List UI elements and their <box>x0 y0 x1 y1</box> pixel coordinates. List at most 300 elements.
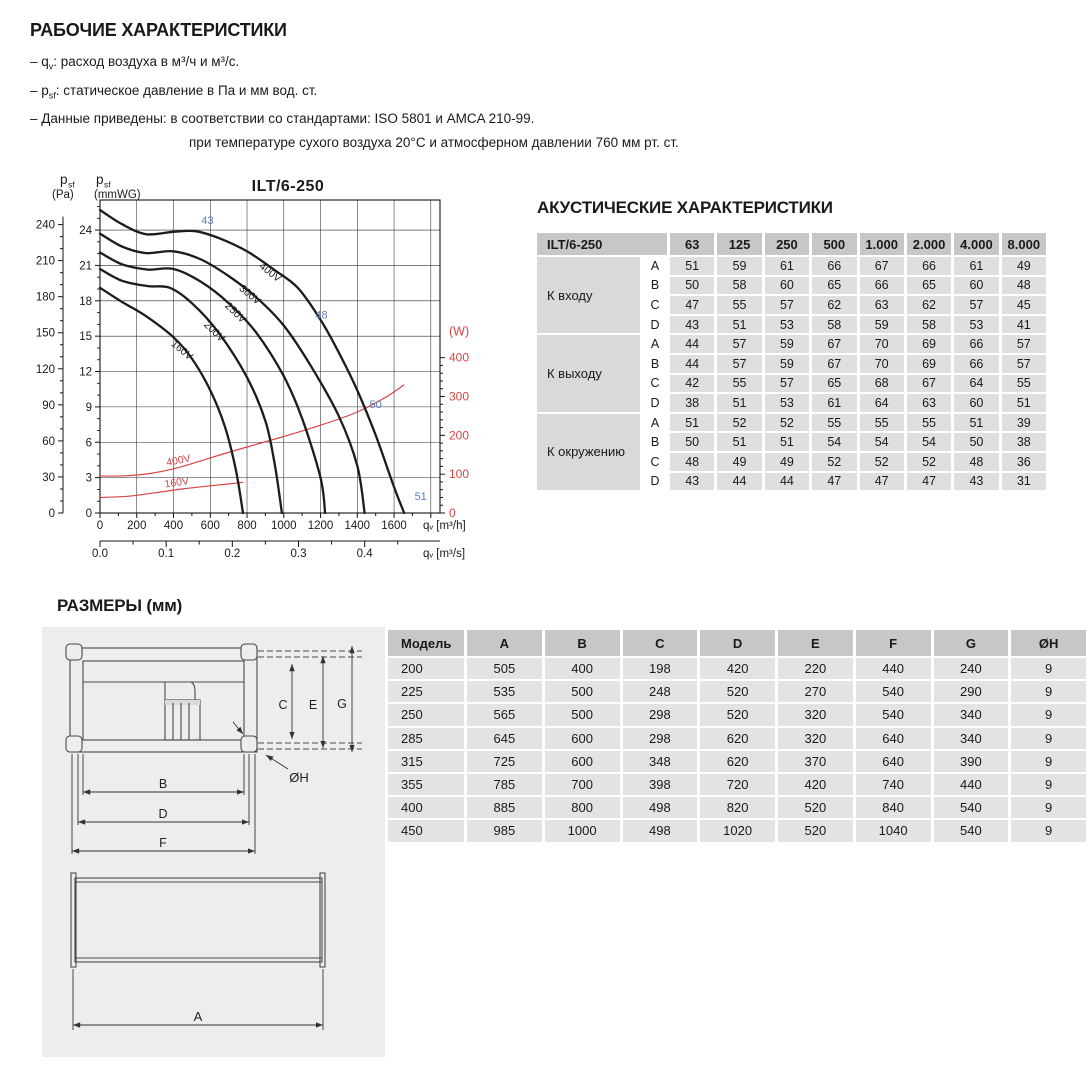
acoustic-row-key: D <box>643 394 667 412</box>
acoustic-value: 64 <box>954 375 998 393</box>
acoustic-value: 64 <box>860 394 904 412</box>
acoustic-value: 52 <box>765 414 809 432</box>
performance-chart-svg <box>30 160 510 580</box>
acoustic-value: 31 <box>1002 473 1046 491</box>
acoustic-value: 52 <box>717 414 761 432</box>
note-subscript: v <box>48 61 54 72</box>
acoustic-value: 61 <box>765 257 809 275</box>
dimensions-value: 520 <box>700 704 775 725</box>
dimensions-column-header: Модель <box>388 630 464 656</box>
mmwg-axis-title: p <box>96 172 104 187</box>
hole-pointer-arrow <box>233 722 243 734</box>
dimensions-value: 440 <box>856 658 931 679</box>
acoustic-value: 66 <box>907 257 951 275</box>
dimensions-value: 720 <box>700 774 775 795</box>
acoustic-value: 38 <box>1002 433 1046 451</box>
acoustic-value: 48 <box>1002 277 1046 295</box>
acoustic-value: 54 <box>860 433 904 451</box>
acoustic-frequency-header: 500 <box>812 233 856 255</box>
dim-label-E: E <box>308 698 318 712</box>
acoustic-value: 67 <box>812 355 856 373</box>
acoustic-value: 53 <box>954 316 998 334</box>
acoustic-value: 65 <box>907 277 951 295</box>
dimensions-value: 600 <box>545 751 620 772</box>
acoustic-value: 51 <box>670 414 714 432</box>
acoustic-value: 45 <box>1002 296 1046 314</box>
acoustic-row-key: B <box>643 355 667 373</box>
acoustic-value: 55 <box>717 375 761 393</box>
dimensions-value: 600 <box>545 728 620 749</box>
acoustic-value: 48 <box>670 453 714 471</box>
dimensions-value: 500 <box>545 681 620 702</box>
x-tick-label: 400 <box>163 520 184 532</box>
acoustic-value: 47 <box>860 473 904 491</box>
dimensions-column-header: C <box>623 630 698 656</box>
acoustic-value: 53 <box>765 394 809 412</box>
x-tick-label: 1000 <box>270 520 297 532</box>
acoustic-value: 65 <box>812 375 856 393</box>
acoustic-value: 69 <box>907 355 951 373</box>
mmwg-tick-label: 24 <box>79 225 92 238</box>
acoustic-value: 57 <box>717 335 761 353</box>
w-tick-label: 200 <box>449 428 470 443</box>
note-text: – q <box>30 54 49 69</box>
dimensions-value: 420 <box>778 774 853 795</box>
pressure-curve-250V <box>100 253 328 514</box>
dimensions-value: 290 <box>934 681 1009 702</box>
note-conditions <box>189 131 679 155</box>
mmwg-axis-unit: (mmWG) <box>94 189 141 201</box>
acoustic-value: 51 <box>954 414 998 432</box>
acoustic-model-header: ILT/6-250 <box>537 233 667 255</box>
dimensions-value: 498 <box>623 797 698 818</box>
dimensions-value: 645 <box>467 728 542 749</box>
dimensions-value: 9 <box>1011 681 1086 702</box>
dimensions-value: 620 <box>700 728 775 749</box>
acoustic-value: 67 <box>812 335 856 353</box>
corner-block <box>241 644 257 660</box>
motor-cable <box>191 682 195 700</box>
dim-label-D: D <box>158 807 168 821</box>
tube-outline <box>75 878 322 962</box>
motor-box-top <box>165 700 200 705</box>
acoustic-value: 52 <box>860 453 904 471</box>
mmwg-tick-label: 18 <box>79 295 92 308</box>
dimensions-value: 440 <box>934 774 1009 795</box>
x-tick-label: 1400 <box>344 520 371 532</box>
acoustic-value: 47 <box>670 296 714 314</box>
pa-axis-title-sub: sf <box>68 179 75 190</box>
dimensions-value: 800 <box>545 797 620 818</box>
w-axis-unit: (W) <box>449 324 470 339</box>
acoustic-value: 60 <box>954 394 998 412</box>
mmwg-axis-title-sub: sf <box>104 179 111 190</box>
dimensions-value: 340 <box>934 728 1009 749</box>
note-airflow <box>30 50 679 79</box>
dimensions-value: 985 <box>467 820 542 841</box>
acoustic-value: 38 <box>670 394 714 412</box>
power-curves <box>100 385 404 498</box>
acoustic-value: 49 <box>765 453 809 471</box>
w-tick-label: 300 <box>449 389 470 404</box>
dim-label-C: C <box>278 698 288 712</box>
acoustic-frequency-header: 4.000 <box>954 233 998 255</box>
acoustic-value: 44 <box>670 355 714 373</box>
corner-block <box>241 736 257 752</box>
note-standards <box>30 107 679 131</box>
dimensions-value: 535 <box>467 681 542 702</box>
x-tick-label: 200 <box>127 520 147 532</box>
acoustic-value: 65 <box>812 277 856 295</box>
dimensions-value: 270 <box>778 681 853 702</box>
acoustic-row-key: C <box>643 375 667 393</box>
dim-label-H: ØH <box>289 770 309 785</box>
dimensions-value: 320 <box>778 728 853 749</box>
dimensions-value: 885 <box>467 797 542 818</box>
acoustic-value: 39 <box>1002 414 1046 432</box>
note-text: : расход воздуха в м³/ч и м³/с. <box>53 54 240 69</box>
dimensions-value: 505 <box>467 658 542 679</box>
mmwg-tick-label: 6 <box>85 437 92 450</box>
acoustic-value: 52 <box>812 453 856 471</box>
fan-casing-side-view <box>66 644 362 752</box>
dimensions-model: 200 <box>388 658 464 679</box>
acoustic-value: 55 <box>1002 375 1046 393</box>
dimensions-value: 9 <box>1011 774 1086 795</box>
dimensions-value: 520 <box>778 820 853 841</box>
acoustic-value: 61 <box>954 257 998 275</box>
acoustic-value: 66 <box>954 335 998 353</box>
w-tick-label: 400 <box>449 350 470 365</box>
dimensions-value: 9 <box>1011 658 1086 679</box>
acoustic-value: 51 <box>717 316 761 334</box>
note-text: : статическое давление в Па и мм вод. ст. <box>55 82 318 98</box>
pressure-curve-300V <box>100 234 365 513</box>
curve-label-300V: 300V <box>236 282 264 308</box>
dimensions-column-header: G <box>934 630 1009 656</box>
x-tick-label: 600 <box>200 520 220 532</box>
acoustic-value: 51 <box>717 394 761 412</box>
curve-label-400V: 400V <box>165 452 192 469</box>
dimensions-value: 700 <box>545 774 620 795</box>
dimensions-model: 250 <box>388 704 464 725</box>
mmwg-tick-label: 15 <box>79 331 92 344</box>
dimensions-value: 420 <box>700 658 775 679</box>
acoustic-value: 44 <box>670 335 714 353</box>
dimension-drawing <box>42 627 385 1057</box>
dimensions-model: 285 <box>388 728 464 749</box>
acoustic-value: 70 <box>860 335 904 353</box>
pa-axis-unit: (Pa) <box>52 189 74 201</box>
acoustic-value: 42 <box>670 375 714 393</box>
mmwg-tick-label: 12 <box>79 366 92 379</box>
dimensions-value: 540 <box>856 704 931 725</box>
note-text: при температуре сухого воздуха 20°С и атмосферном давлении 760 мм рт. ст. <box>189 135 679 151</box>
dimensions-value: 9 <box>1011 704 1086 725</box>
acoustic-value: 61 <box>812 394 856 412</box>
acoustic-value: 47 <box>812 473 856 491</box>
dimensions-value: 9 <box>1011 728 1086 749</box>
dimensions-value: 640 <box>856 751 931 772</box>
x2-tick-label: 0.3 <box>290 548 307 560</box>
acoustic-value: 50 <box>954 433 998 451</box>
acoustic-value: 57 <box>717 355 761 373</box>
acoustic-value: 57 <box>1002 355 1046 373</box>
acoustic-value: 43 <box>670 316 714 334</box>
acoustic-value: 67 <box>860 257 904 275</box>
acoustic-frequency-header: 8.000 <box>1002 233 1046 255</box>
acoustic-value: 55 <box>907 414 951 432</box>
dimensions-model: 315 <box>388 751 464 772</box>
x2-tick-label: 0.2 <box>224 548 241 560</box>
dimensions-value: 620 <box>700 751 775 772</box>
acoustic-value: 63 <box>860 296 904 314</box>
x-tick-label: 800 <box>237 520 257 532</box>
acoustic-row-key: A <box>643 335 667 353</box>
acoustic-value: 55 <box>717 296 761 314</box>
power-curve-400V <box>100 385 404 476</box>
acoustic-value: 47 <box>907 473 951 491</box>
acoustic-row-key: A <box>643 414 667 432</box>
acoustic-value: 58 <box>907 316 951 334</box>
acoustic-value: 48 <box>954 453 998 471</box>
dimensions-value: 1040 <box>856 820 931 841</box>
acoustic-value: 53 <box>765 316 809 334</box>
pressure-curves <box>100 210 404 513</box>
mmwg-tick-label: 9 <box>85 401 92 414</box>
dim-label-B: B <box>158 777 168 791</box>
acoustic-value: 50 <box>670 277 714 295</box>
dim-label-F: F <box>159 836 167 850</box>
acoustic-frequency-header: 2.000 <box>907 233 951 255</box>
pa-tick-label: 120 <box>35 363 55 376</box>
section-title-performance: РАБОЧИЕ ХАРАКТЕРИСТИКИ <box>30 20 287 40</box>
acoustic-row-key: B <box>643 277 667 295</box>
acoustic-frequency-header: 250 <box>765 233 809 255</box>
w-tick-label: 100 <box>449 467 470 482</box>
acoustic-value: 68 <box>860 375 904 393</box>
pa-tick-label: 0 <box>48 508 55 520</box>
acoustic-value: 52 <box>907 453 951 471</box>
duct-tube-view <box>71 873 325 967</box>
curve-label-50: 50 <box>369 399 382 412</box>
acoustic-value: 54 <box>907 433 951 451</box>
dimensions-value: 348 <box>623 751 698 772</box>
dimensions-model: 450 <box>388 820 464 841</box>
acoustic-value: 51 <box>765 433 809 451</box>
w-axis <box>440 325 469 520</box>
note-subscript: sf <box>48 90 56 101</box>
dimensions-value: 740 <box>856 774 931 795</box>
corner-block <box>66 736 82 752</box>
acoustic-frequency-header: 125 <box>717 233 761 255</box>
dimensions-value: 500 <box>545 704 620 725</box>
casing-outline <box>70 648 257 752</box>
acoustic-value: 59 <box>860 316 904 334</box>
note-text: – p <box>30 82 49 98</box>
x2-tick-label: 0.0 <box>92 548 108 560</box>
x-axis-m3s <box>92 541 465 560</box>
dimensions-value: 390 <box>934 751 1009 772</box>
dimensions-value: 9 <box>1011 751 1086 772</box>
acoustic-value: 49 <box>717 453 761 471</box>
curve-label-160V: 160V <box>168 337 196 363</box>
dimensions-value: 820 <box>700 797 775 818</box>
pa-axis <box>36 217 63 520</box>
dimensions-model: 400 <box>388 797 464 818</box>
pa-tick-label: 240 <box>35 219 55 232</box>
motor-box <box>165 700 200 740</box>
dimensions-value: 540 <box>934 797 1009 818</box>
acoustic-value: 63 <box>907 394 951 412</box>
acoustic-value: 58 <box>812 316 856 334</box>
acoustic-row-key: D <box>643 473 667 491</box>
acoustic-group-label: К окружению <box>537 414 640 490</box>
acoustic-row-key: B <box>643 433 667 451</box>
curve-label-200V: 200V <box>201 318 228 345</box>
dimensions-value: 785 <box>467 774 542 795</box>
curve-label-400V: 400V <box>256 260 284 285</box>
acoustic-row-key: A <box>643 257 667 275</box>
dimensions-column-header: B <box>545 630 620 656</box>
acoustic-value: 57 <box>765 296 809 314</box>
dimensions-value: 248 <box>623 681 698 702</box>
acoustic-value: 66 <box>860 277 904 295</box>
dimensions-value: 9 <box>1011 820 1086 841</box>
section-title-dimensions: РАЗМЕРЫ (мм) <box>57 596 183 615</box>
dimensions-value: 9 <box>1011 797 1086 818</box>
hole-leader-line <box>266 755 288 769</box>
acoustic-value: 69 <box>907 335 951 353</box>
acoustic-value: 54 <box>812 433 856 451</box>
dimensions-column-header: A <box>467 630 542 656</box>
acoustic-value: 51 <box>670 257 714 275</box>
acoustic-value: 51 <box>1002 394 1046 412</box>
acoustic-row-key: C <box>643 453 667 471</box>
mmwg-tick-label: 0 <box>85 508 92 520</box>
acoustic-value: 67 <box>907 375 951 393</box>
chart-grid <box>100 200 440 513</box>
acoustic-value: 50 <box>670 433 714 451</box>
dimensions-column-header: D <box>700 630 775 656</box>
dimensions-value: 400 <box>545 658 620 679</box>
acoustic-value: 55 <box>812 414 856 432</box>
acoustic-value: 55 <box>860 414 904 432</box>
acoustic-value: 51 <box>717 433 761 451</box>
acoustic-value: 62 <box>812 296 856 314</box>
dimensions-value: 220 <box>778 658 853 679</box>
mmwg-axis <box>79 206 100 520</box>
x2-tick-label: 0.1 <box>158 548 175 560</box>
acoustic-group-label: К входу <box>537 257 640 333</box>
x-axis-unit-m3s: qᵥ [m³/s] <box>423 548 466 560</box>
dimensions-model: 225 <box>388 681 464 702</box>
dimensions-value: 840 <box>856 797 931 818</box>
acoustic-value: 57 <box>765 375 809 393</box>
acoustic-value: 58 <box>717 277 761 295</box>
mmwg-tick-label: 3 <box>85 472 92 485</box>
x-axis-m3h <box>97 513 466 532</box>
dimension-lines <box>72 646 352 854</box>
acoustic-value: 59 <box>717 257 761 275</box>
x-axis-unit-m3h: qᵥ [m³/h] <box>423 520 466 532</box>
acoustic-value: 57 <box>1002 335 1046 353</box>
curve-label-51: 51 <box>414 491 427 504</box>
acoustic-value: 49 <box>1002 257 1046 275</box>
dimensions-value: 240 <box>934 658 1009 679</box>
dimensions-value: 520 <box>778 797 853 818</box>
dimensions-value: 340 <box>934 704 1009 725</box>
dimension-drawing-svg <box>42 627 385 1057</box>
x-tick-label: 1600 <box>381 520 407 532</box>
acoustic-value: 36 <box>1002 453 1046 471</box>
curve-label-43: 43 <box>201 215 214 228</box>
acoustic-frequency-header: 1.000 <box>860 233 904 255</box>
acoustic-value: 59 <box>765 355 809 373</box>
x2-tick-label: 0.4 <box>356 548 373 560</box>
dimensions-value: 298 <box>623 704 698 725</box>
acoustic-value: 57 <box>954 296 998 314</box>
performance-notes <box>30 50 679 155</box>
dimensions-model: 355 <box>388 774 464 795</box>
dimensions-column-header: E <box>778 630 853 656</box>
acoustic-row-key: D <box>643 316 667 334</box>
acoustic-value: 43 <box>670 473 714 491</box>
pa-tick-label: 150 <box>35 327 55 340</box>
dimensions-value: 498 <box>623 820 698 841</box>
dimensions-value: 398 <box>623 774 698 795</box>
acoustic-value: 70 <box>860 355 904 373</box>
chart-title: ILT/6-250 <box>251 178 325 195</box>
dimensions-value: 1020 <box>700 820 775 841</box>
dimensions-value: 320 <box>778 704 853 725</box>
acoustic-value: 43 <box>954 473 998 491</box>
pa-tick-label: 30 <box>42 471 55 484</box>
dimensions-value: 1000 <box>545 820 620 841</box>
dimensions-column-header: F <box>856 630 931 656</box>
dimensions-value: 520 <box>700 681 775 702</box>
note-pressure <box>30 79 679 108</box>
acoustic-frequency-header: 63 <box>670 233 714 255</box>
acoustic-value: 62 <box>907 296 951 314</box>
acoustic-value: 41 <box>1002 316 1046 334</box>
corner-block <box>66 644 82 660</box>
mmwg-tick-label: 21 <box>79 260 92 273</box>
dimensions-value: 370 <box>778 751 853 772</box>
x-tick-label: 0 <box>96 520 104 532</box>
dimensions-value: 540 <box>856 681 931 702</box>
pa-tick-label: 90 <box>42 399 55 412</box>
dimensions-column-header: ØH <box>1011 630 1086 656</box>
acoustic-value: 44 <box>717 473 761 491</box>
acoustic-value: 66 <box>954 355 998 373</box>
pa-tick-label: 60 <box>42 435 55 448</box>
w-tick-label: 0 <box>449 506 456 520</box>
curve-label-250V: 250V <box>222 299 249 326</box>
acoustic-table <box>537 233 1046 490</box>
acoustic-value: 60 <box>954 277 998 295</box>
performance-chart <box>30 160 510 580</box>
dimensions-value: 198 <box>623 658 698 679</box>
dim-label-A: A <box>193 1009 203 1024</box>
dimensions-value: 725 <box>467 751 542 772</box>
pa-tick-label: 210 <box>35 255 55 268</box>
dimensions-value: 540 <box>934 820 1009 841</box>
dimensions-value: 565 <box>467 704 542 725</box>
dimensions-value: 298 <box>623 728 698 749</box>
acoustic-value: 60 <box>765 277 809 295</box>
curve-label-160V: 160V <box>163 475 190 491</box>
